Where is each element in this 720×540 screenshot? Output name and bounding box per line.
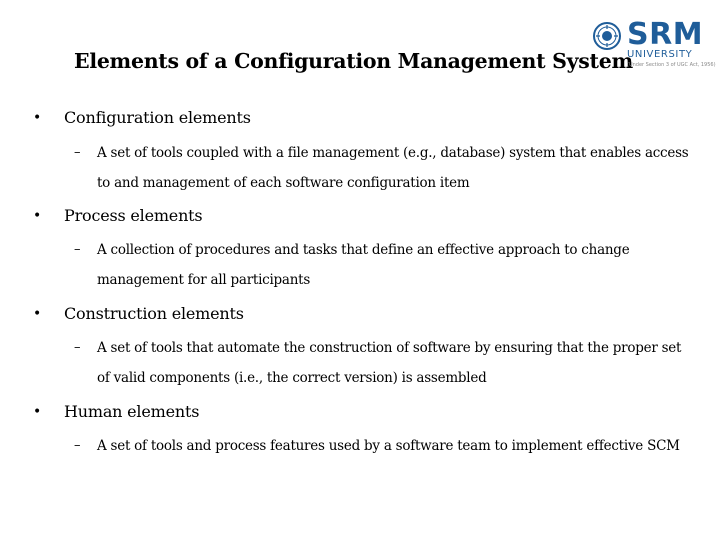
bullet-heading: Construction elements <box>64 304 244 323</box>
bullet-detail: A set of tools and process features used by a software team to implement effective SCM <box>97 438 680 454</box>
bullet-detail: A collection of procedures and tasks that define an effective approach to change management for all participants <box>97 242 630 288</box>
bullet-dot: • <box>33 306 42 322</box>
sub-dash: – <box>74 340 81 355</box>
slide-title: Elements of a Configuration Management System <box>74 49 633 73</box>
logo-tagline: (Under Section 3 of UGC Act, 1956) <box>627 62 716 68</box>
sub-dash: – <box>74 242 81 257</box>
bullet-detail: A set of tools coupled with a file management (e.g., database) system that enables access to and management of each software configuration item <box>97 145 689 191</box>
bullet-heading: Human elements <box>64 402 200 421</box>
bullet-detail: A set of tools that automate the construction of software by ensuring that the proper set of valid components (i.e., the correct version) is assembled <box>97 340 682 386</box>
sub-dash: – <box>74 145 81 160</box>
bullet-heading: Process elements <box>64 206 203 225</box>
logo-subtitle: UNIVERSITY <box>627 49 693 60</box>
university-seal-icon <box>593 22 621 50</box>
bullet-dot: • <box>33 404 42 420</box>
srm-university-logo <box>590 17 716 76</box>
bullet-heading: Configuration elements <box>64 108 251 127</box>
bullet-dot: • <box>33 208 42 224</box>
logo-wordmark: SRM <box>627 17 704 52</box>
bullet-dot: • <box>33 110 42 126</box>
sub-dash: – <box>74 438 81 453</box>
